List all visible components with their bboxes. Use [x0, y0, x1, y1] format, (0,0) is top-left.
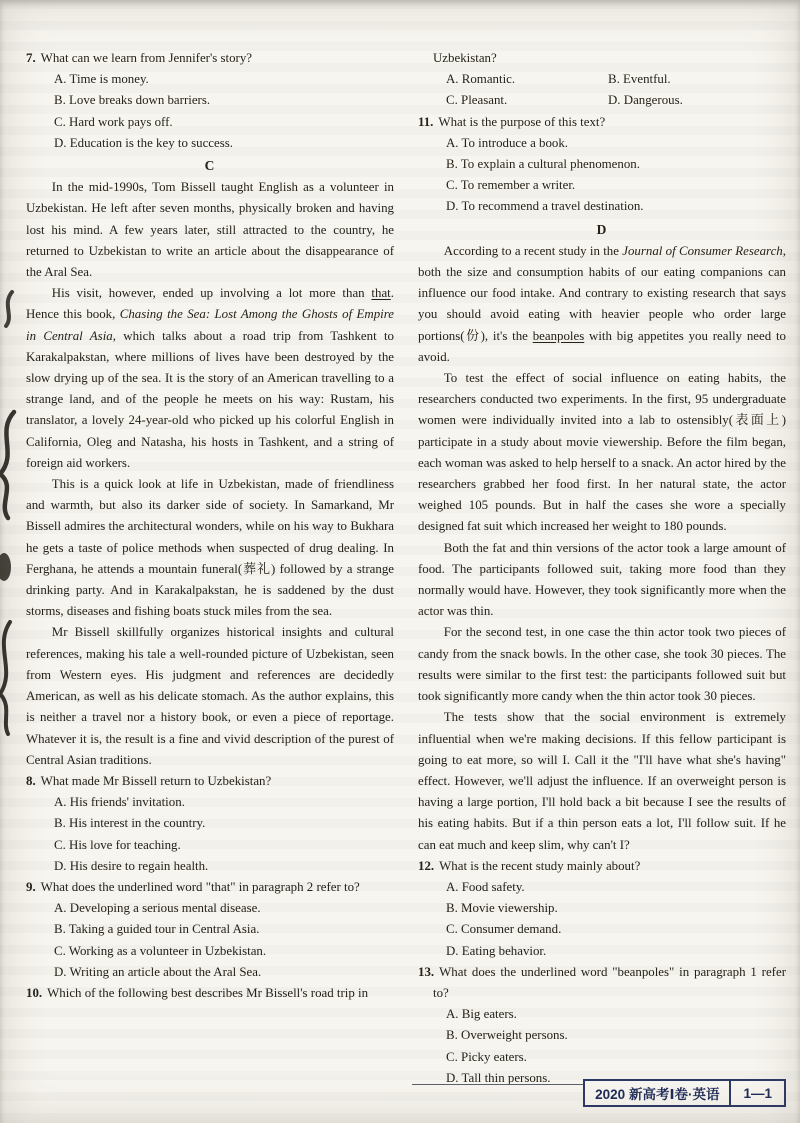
page-footer [583, 1079, 786, 1107]
option: A. To introduce a book. [446, 135, 569, 150]
paragraph-text: , which talks about a road trip from Tashkent to Karakalpakstan, where millions of lives have been destroyed by the slow drying up of the sea. It is the story of an American travelling to a strange land, and of the people he meets on his way: Rustam, his translator, a lovely 24-year-old who picked up his colorful English in California, Oleg and Natasha, his hosts in Tashkent, and a string of foreign aid workers. [26, 328, 394, 470]
option: C. Pleasant. [446, 93, 508, 108]
option: A. Time is money. [54, 72, 149, 87]
option-list [433, 69, 786, 111]
option-list [433, 1004, 786, 1089]
passage-paragraph: To test the effect of social influence on eating habits, the researchers conducted two experiments. In the first, 95 undergraduate women were individually invited into a lab to ostensibly(表面上) participate in a study about movie viewership. Before the film began, each woman was asked to help herself to a snack. An actor hired by the researchers grabbed her food first. In her natural state, the actor weighed 105 pounds. But in half the cases she wore a specially designed fat suit which increased her weight to 180 pounds. [418, 371, 786, 534]
question-stem-continued: Uzbekistan? [433, 51, 497, 65]
paragraph-text: According to a recent study in the [443, 243, 623, 258]
option: B. Taking a guided tour in Central Asia. [54, 922, 260, 937]
option: D. Eating behavior. [446, 943, 547, 958]
passage-paragraph: This is a quick look at life in Uzbekistan, made of friendliness and warmth, but also its darker side of society. In Samarkand, Mr Bissell admires the architectural wonders, while on his way to Bukhara he gets a taste of police methods when suspected of drug dealing. In Ferghana, he attends a mountain funeral(葬礼) followed by a strange drinking party. And in Karakalpakstan, he is saddened by the dust storms, diseases and fishing boats stuck miles from the sea. [26, 477, 394, 619]
underlined-word-beanpoles: beanpoles [532, 328, 585, 343]
option: A. His friends' invitation. [54, 795, 185, 810]
question-9 [26, 877, 394, 983]
option-list [41, 792, 394, 877]
option: C. Consumer demand. [446, 922, 562, 937]
question-stem [418, 856, 786, 877]
question-stem [26, 48, 394, 69]
question-8 [26, 771, 394, 877]
right-column [418, 48, 786, 1089]
option: B. Love breaks down barriers. [54, 93, 211, 108]
option: C. His love for teaching. [54, 837, 181, 852]
book-title: Chasing the Sea: Lost Among the Ghosts of Empire in Central Asia [26, 307, 395, 343]
page-columns [26, 48, 786, 1089]
option: C. Hard work pays off. [54, 114, 173, 129]
option: B. Overweight persons. [446, 1028, 568, 1043]
question-stem-text: What does the underlined word "beanpoles" in paragraph 1 refer to? [433, 964, 786, 1000]
option: D. His desire to regain health. [54, 858, 209, 873]
option: A. Big eaters. [446, 1007, 517, 1022]
question-number: 9. [26, 879, 36, 894]
question-stem [418, 962, 786, 1004]
question-stem [26, 771, 394, 792]
option: A. Romantic. [446, 72, 516, 87]
option-list [41, 69, 394, 154]
passage-paragraph [26, 283, 394, 474]
option: A. Developing a serious mental disease. [54, 901, 261, 916]
question-7 [26, 48, 394, 154]
left-column [26, 48, 394, 1089]
underlined-word-that: that [371, 286, 391, 301]
paragraph-text: . Hence this book, [26, 286, 394, 322]
option: C. Working as a volunteer in Uzbekistan. [54, 943, 267, 958]
option: B. Eventful. [608, 72, 671, 87]
question-number: 7. [26, 51, 36, 65]
question-number: 13. [418, 964, 435, 979]
passage-paragraph [418, 241, 786, 368]
option: B. To explain a cultural phenomenon. [446, 157, 640, 172]
passage-paragraph: For the second test, in one case the thin actor took two pieces of candy from the snack bowls. In the other case, she took 30 pieces. The results were similar to the first test: the participants followed suit but took significantly more candy when the thin actor took 30 pieces. [418, 625, 786, 704]
question-number: 10. [26, 985, 43, 1000]
question-stem-text: What is the purpose of this text? [438, 114, 606, 129]
option: B. Movie viewership. [446, 901, 558, 916]
option: C. To remember a writer. [446, 178, 576, 193]
option-list [433, 877, 786, 962]
question-10 [26, 983, 394, 1004]
option: A. Food safety. [446, 879, 525, 894]
question-number: 11. [418, 114, 434, 129]
question-number: 12. [418, 858, 435, 873]
option: D. Education is the key to success. [54, 135, 233, 150]
question-number: 8. [26, 773, 36, 788]
question-stem [26, 877, 394, 898]
question-stem-text: What does the underlined word "that" in paragraph 2 refer to? [40, 879, 360, 894]
paragraph-text: , both the size and consumption habits of our eating companions can influence our food intake. And contrary to existing research that says you should avoid eating with heavier people who order large portions(份), it's the [418, 243, 786, 343]
paragraph-text: His visit, however, ended up involving a lot more than [51, 286, 372, 301]
question-stem-text: What made Mr Bissell return to Uzbekistan? [40, 773, 272, 788]
passage-paragraph: Both the fat and thin versions of the actor took a large amount of food. The participants followed suit, taking more food than they normally would have. However, they took significantly more when the actor was thin. [418, 540, 786, 619]
option: D. Tall thin persons. [446, 1070, 551, 1085]
option: D. Dangerous. [608, 93, 683, 108]
passage-d [418, 219, 786, 856]
option-list [41, 898, 394, 983]
section-c-heading: C [204, 158, 216, 174]
section-d-heading: D [596, 221, 608, 237]
question-12 [418, 856, 786, 962]
passage-paragraph: The tests show that the social environment is extremely influential when we're making decisions. If this fellow participant is going to eat more, so will I. Call it the "I'll have what she's having" effect. However, we'll adjust the influence. If an overweight person is having a large portion, I'll hold back a bit because I see the results of his eating habits. But if a thin person eats a lot, I'll follow suit. If he can eat much and keep slim, why can't I? [418, 710, 786, 852]
option: C. Picky eaters. [446, 1049, 527, 1064]
option: D. To recommend a travel destination. [446, 199, 644, 214]
journal-title: Journal of Consumer Research [622, 243, 783, 258]
passage-paragraph: In the mid-1990s, Tom Bissell taught English as a volunteer in Uzbekistan. He left after seven months, physically broken and having lost his mind. A few years later, still attracted to the country, he returned to Uzbekistan to write an article about the disappearance of the Aral Sea. [26, 180, 394, 280]
question-stem [418, 112, 786, 133]
question-10-continued [418, 48, 786, 112]
option: D. Writing an article about the Aral Sea. [54, 964, 262, 979]
question-stem-text: What can we learn from Jennifer's story? [40, 51, 253, 65]
question-13 [418, 962, 786, 1089]
ink-marks-decoration [0, 282, 28, 762]
exam-label: 2020 新高考Ⅰ卷·英语 [585, 1081, 731, 1105]
question-stem-text: What is the recent study mainly about? [439, 858, 641, 873]
option: B. His interest in the country. [54, 816, 206, 831]
question-11 [418, 112, 786, 218]
question-stem [26, 983, 394, 1004]
page-number: 1—1 [743, 1085, 772, 1101]
passage-c [26, 155, 394, 771]
passage-paragraph: Mr Bissell skillfully organizes historical insights and cultural references, making his tale a well-rounded picture of Uzbekistan, seen from Western eyes. His judgment and references are decidedly American, as well as his delicate stomach. As the author explains, this is neither a travel nor a history book, or even a piece of reportage. Whatever it is, the result is a fine and vivid description of the purest of Central Asian traditions. [26, 625, 394, 767]
question-stem-text: Which of the following best describes Mr Bissell's road trip in [47, 985, 369, 1000]
option-list [433, 133, 786, 218]
paragraph-text: with big appetites you really need to avoid. [418, 328, 787, 364]
